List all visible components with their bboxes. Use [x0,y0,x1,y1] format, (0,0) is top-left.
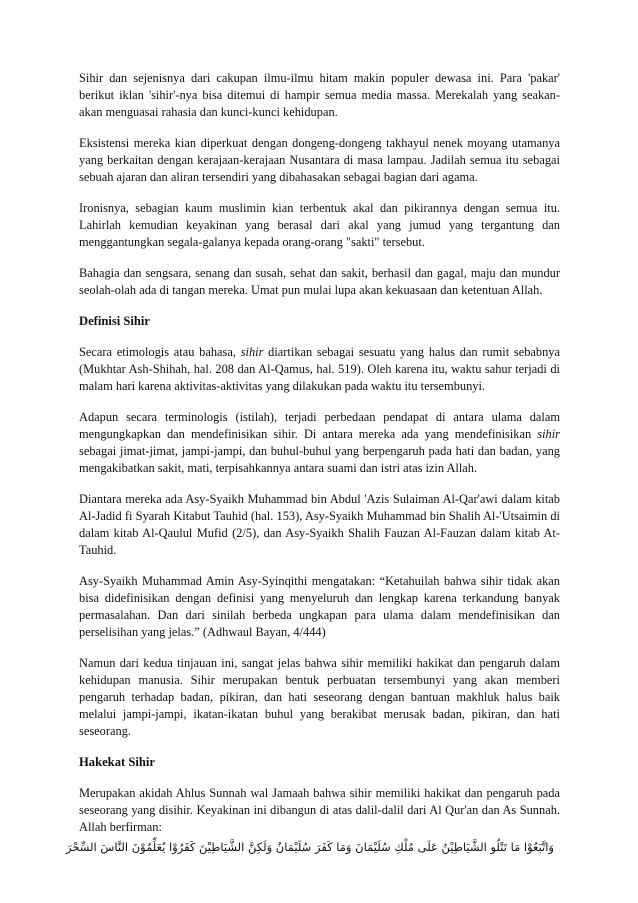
definisi-p1-text-b: diartikan sebagai sesuatu yang halus dan rumit sebabnya (Mukhtar Ash-Shihah, hal. 208 dan Al-Qamus, hal. 519). Oleh karena itu, waktu sahur terjadi di malam hari karena aktivitas-aktivitas yang dilakukan pada waktu itu tersembunyi. [79,345,561,393]
heading-hakekat-sihir: Hakekat Sihir [79,755,155,769]
intro-paragraph-3: Ironisnya, sebagian kaum muslimin kian terbentuk akal dan pikirannya dengan semua itu. Lahirlah kemudian keyakinan yang berasal dari akal yang jumud yang tergantung dan menggantungkan segala-galanya kepada orang-orang "sakti" tersebut. [79,201,560,249]
definisi-paragraph-3: Diantara mereka ada Asy-Syaikh Muhammad bin Abdul 'Azis Sulaiman Al-Qar'awi dalam kitab Al-Jadid fi Syarah Kitabut Tauhid (hal. 153), Asy-Syaikh Muhammad bin Shalih Al-'Utsaimin di dalam kitab Al-Qaulul Mufid (2/5), dan Asy-Syaikh Shalih Fauzan Al-Fauzan dalam kitab At-Tauhid. [79,492,560,557]
heading-definisi-sihir: Definisi Sihir [79,314,151,328]
hakekat-paragraph-1: Merupakan akidah Ahlus Sunnah wal Jamaah bahwa sihir memiliki hakikat dan pengaruh pada seseorang yang disihir. Keyakinan ini dibangun di atas dalil-dalil dari Al Qur'an dan As Sunnah. Allah berfirman: [79,786,560,834]
intro-paragraph-2: Eksistensi mereka kian diperkuat dengan dongeng-dongeng takhayul nenek moyang utamanya yang berkaitan dengan kerajaan-kerajaan Nusantara di masa lampau. Jadilah semua itu sebagai sebuah ajaran dan aliran tersendiri yang dibahasakan sebagai bagian dari agama. [79,136,560,184]
definisi-p2-text-b: sebagai jimat-jimat, jampi-jampi, dan buhul-buhul yang berpengaruh pada hati dan badan, yang mengakibatkan sakit, mati, terpisahkannya antara suami dan istri atas izin Allah. [79,444,560,475]
intro-paragraph-1: Sihir dan sejenisnya dari cakupan ilmu-ilmu hitam makin populer dewasa ini. Para 'pakar' berikut iklan 'sihir'-nya bisa ditemui di hampir semua media massa. Merekalah yang seakan-akan menguasai rahasia dan kunci-kunci kehidupan. [79,71,560,119]
definisi-paragraph-4: Asy-Syaikh Muhammad Amin Asy-Syinqithi mengatakan: “Ketahuilah bahwa sihir tidak akan bisa didefinisikan dengan definisi yang menyeluruh dan lengkap karena terkandung banyak permasalahan. Dan dari sinilah berbeda ungkapan para ulama dalam mendefinisikan dan perselisihan yang jelas.” (Adhwaul Bayan, 4/444) [79,574,560,639]
definisi-paragraph-2 [79,409,560,477]
definisi-p1-text-a: Secara etimologis atau bahasa, [79,345,241,359]
definisi-p1-term: sihir [240,345,264,359]
definisi-paragraph-5: Namun dari kedua tinjauan ini, sangat jelas bahwa sihir memiliki hakikat dan pengaruh dalam kehidupan manusia. Sihir merupakan bentuk perbuatan tersembunyi yang akan memberi pengaruh terhadap badan, pikiran, dan hati seseorang dengan bantuan makhluk halus baik melalui jampi-jampi, ikatan-ikatan buhul yang berakibat merusak badan, pikiran, dan hati seseorang. [79,656,560,738]
document-page [65,70,561,856]
intro-paragraph-4: Bahagia dan sengsara, senang dan susah, sehat dan sakit, berhasil dan gagal, maju dan mundur seolah-olah ada di tangan mereka. Umat pun mulai lupa akan kekuasaan dan ketentuan Allah. [79,266,560,297]
definisi-p2-text-a: Adapun secara terminologis (istilah), terjadi perbedaan pendapat di antara ulama dalam mengungkapkan dan mendefinisikan sihir. Di antara mereka ada yang mendefinisikan [79,410,560,441]
definisi-paragraph-1 [79,344,560,395]
arabic-verse: وَاتَّبَعُوْا مَا تَتْلُو الشَّيَاطِيْنُ عَلَى مُلْكِ سُلَيْمَانَ وَمَا كَفَرَ سُلَيْمَانُ وَلَكِنَّ الشَّيَاطِيْنَ كَفَرُوْا يُعَلِّمُوْنَ النَّاسَ السِّحْرَ [65,840,554,854]
definisi-p2-term: sihir [537,427,560,441]
